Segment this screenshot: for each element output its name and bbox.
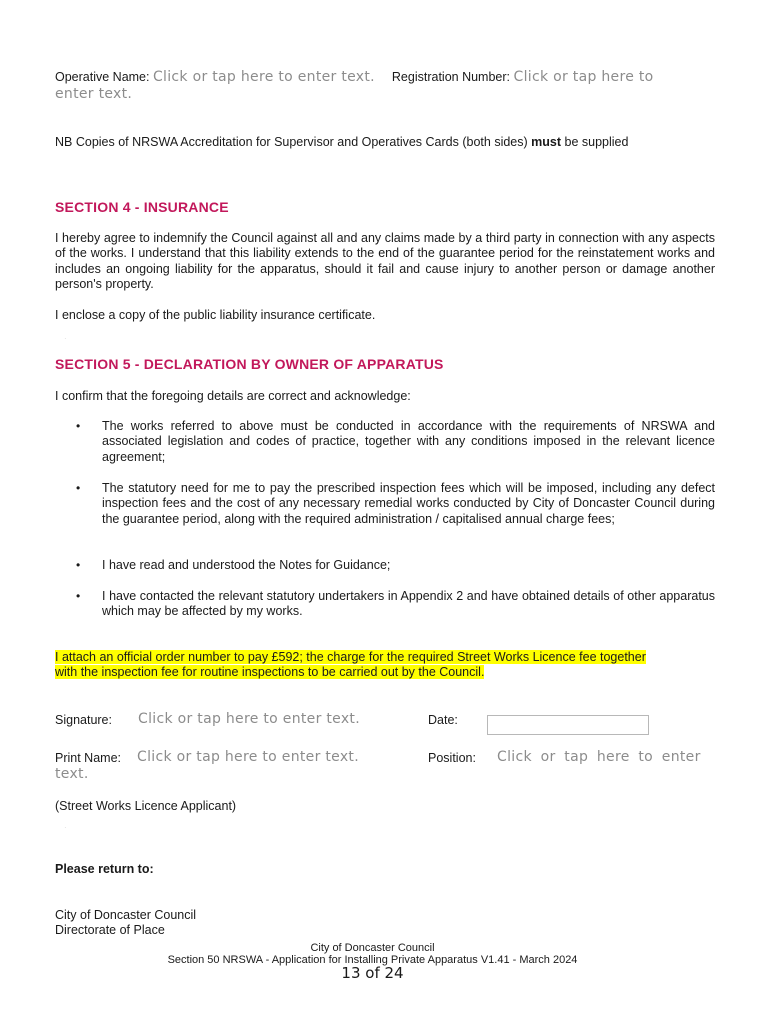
section-5-heading: SECTION 5 - DECLARATION BY OWNER OF APPARATUS: [55, 356, 444, 372]
print-name-label: Print Name:: [55, 751, 121, 765]
highlight-line: I attach an official order number to pay £592; the charge for the required Street Works Licence fee together: [55, 650, 646, 664]
order-number-statement: [55, 650, 646, 681]
footer-org: City of Doncaster Council: [310, 942, 435, 954]
page-number: 13 of 24: [341, 964, 404, 982]
signature-field[interactable]: Click or tap here to enter text.: [138, 711, 360, 727]
signature-label: Signature:: [55, 713, 112, 727]
nb-text: NB Copies of NRSWA Accreditation for Supervisor and Operatives Cards (both sides): [55, 135, 528, 149]
operative-name-field[interactable]: Click or tap here to enter text.: [152, 69, 375, 85]
date-field[interactable]: [487, 715, 649, 735]
return-heading: Please return to:: [55, 862, 154, 876]
section-4-paragraph: I hereby agree to indemnify the Council against all and any claims made by a third party in connection with any aspects of the works. I understand that this liability extends to the end of the guarantee period for the reinstatement works and includes an ongoing liability for the apparatus, should it fail and cause injury to another person or damage another person's property.: [55, 231, 715, 292]
print-name-field-continued[interactable]: text.: [55, 766, 89, 782]
insurance-enclose-text: I enclose a copy of the public liability insurance certificate.: [55, 308, 376, 322]
print-name-field[interactable]: Click or tap here to enter text.: [137, 749, 359, 765]
bullet-item: I have read and understood the Notes for Guidance;: [102, 558, 391, 572]
nb-text-after: be supplied: [564, 135, 629, 149]
paragraph-marker: ·: [64, 334, 67, 343]
bullet-item: The works referred to above must be conducted in accordance with the requirements of NRSWA and associated legislation and codes of practice, together with any conditions imposed in the relevant licence agreement;: [102, 419, 715, 464]
section-5-intro: I confirm that the foregoing details are correct and acknowledge:: [55, 389, 411, 403]
bullet-icon: •: [76, 419, 81, 433]
return-address-line: Directorate of Place: [55, 923, 165, 937]
position-field[interactable]: Click or tap here to enter: [497, 749, 701, 765]
return-address-line: City of Doncaster Council: [55, 908, 197, 922]
section-4-heading: SECTION 4 - INSURANCE: [55, 199, 229, 215]
registration-number-label: Registration Number:: [391, 70, 511, 84]
highlight-line: with the inspection fee for routine inspections to be carried out by the Council.: [55, 665, 485, 680]
nb-emphasis: must: [531, 135, 562, 149]
bullet-icon: •: [76, 558, 81, 572]
bullet-icon: •: [76, 589, 81, 603]
bullet-icon: •: [76, 481, 81, 495]
bullet-item: The statutory need for me to pay the prescribed inspection fees which will be imposed, including any defect inspection fees and the cost of any necessary remedial works conducted by City of Doncaster Council during the guarantee period, along with the required administration / capitalised annual charge fees;: [102, 481, 715, 526]
registration-number-field[interactable]: Click or tap here to: [513, 69, 654, 85]
operative-name-label: Operative Name:: [55, 70, 150, 84]
applicant-note: (Street Works Licence Applicant): [55, 799, 237, 813]
footer-doc-title: Section 50 NRSWA - Application for Installing Private Apparatus V1.41 - March 2024: [167, 954, 578, 966]
operative-row: [55, 70, 720, 85]
date-label: Date:: [428, 713, 458, 727]
nb-note: [55, 135, 735, 149]
position-label: Position:: [428, 751, 476, 765]
paragraph-marker: ·: [64, 823, 67, 832]
bullet-item: I have contacted the relevant statutory undertakers in Appendix 2 and have obtained details of other apparatus which may be affected by my works.: [102, 589, 715, 619]
registration-number-field-continued[interactable]: enter text.: [55, 86, 133, 102]
